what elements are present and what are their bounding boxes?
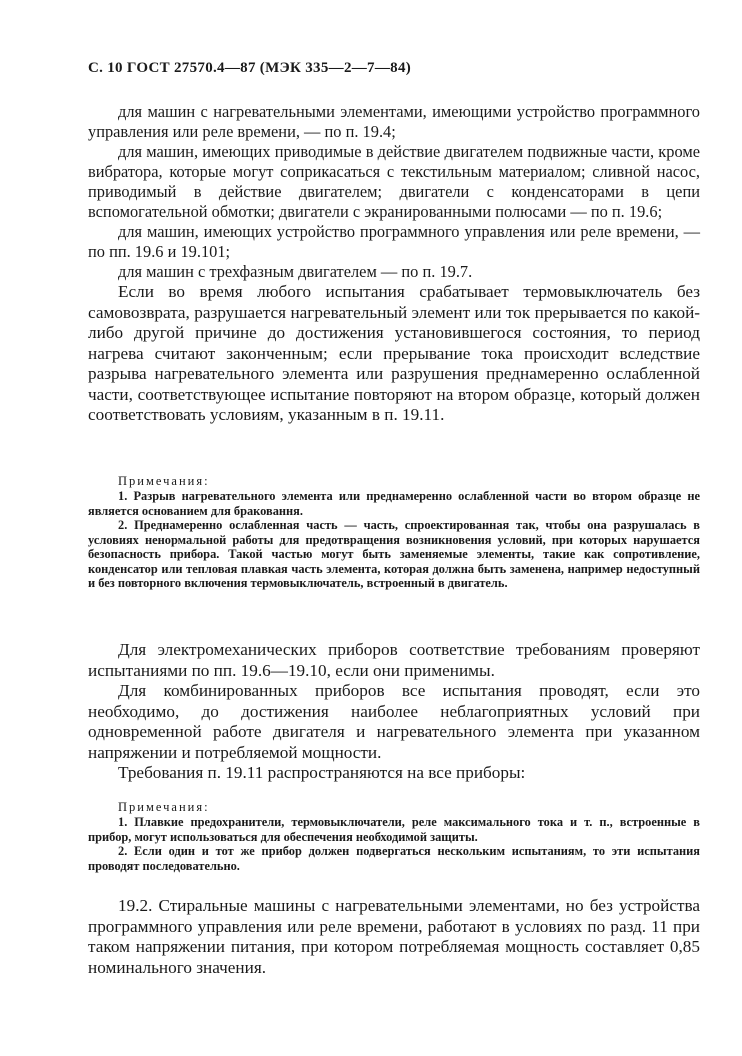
paragraph: для машин с трехфазным двигателем — по п. 19.7. — [118, 262, 473, 281]
section-19-2 — [88, 896, 700, 978]
notes-heading: Примечания: — [118, 474, 210, 488]
note-item: 2. Если один и тот же прибор должен подвергаться нескольким испытаниям, то эти испытания проводят последовательно. — [88, 844, 700, 873]
page-header: С. 10 ГОСТ 27570.4—87 (МЭК 335—2—7—84) — [88, 60, 412, 76]
paragraph: Если во время любого испытания срабатывает термовыключатель без самовозврата, разрушается нагревательный элемент или ток прерывается по какой-либо другой причине до достижения установившегося состояния, то период нагрева считают законченным; если прерывание тока происходит вследствие разрыва нагревательного элемента или разрушения преднамеренно ослабленной части, соответствующее испытание повторяют на втором образце, который должен соответствовать условиям, указанным в п. 19.11. — [88, 282, 700, 424]
notes-heading: Примечания: — [118, 800, 210, 814]
paragraph: 19.2. Стиральные машины с нагревательными элементами, но без устройства программного управления или реле времени, работают в условиях по разд. 11 при таком напряжении питания, при котором потребляемая мощность составляет 0,85 номинального значения. — [88, 896, 700, 977]
paragraph: для машин, имеющих устройство программного управления или реле времени, — по пп. 19.6 и 19.101; — [88, 222, 700, 261]
section-electromechanical — [88, 640, 700, 784]
paragraph: для машин с нагревательными элементами, имеющими устройство программного управления или реле времени, — по п. 19.4; — [88, 102, 700, 141]
paragraph: для машин, имеющих приводимые в действие двигателем подвижные части, кроме вибратора, которые могут соприкасаться с текстильным материалом; сливной насос, приводимый в действие двигателем; двигатели с конденсаторами в цепи вспомогательной обмотки; двигатели с экранированными полюсами — по п. 19.6; — [88, 142, 700, 221]
paragraph: Для электромеханических приборов соответствие требованиям проверяют испытаниями по пп. 19.6—19.10, если они применимы. — [88, 640, 700, 680]
paragraph: Для комбинированных приборов все испытания проводят, если это необходимо, до достижения наиболее неблагоприятных условий при одновременной работе двигателя и нагревательного элемента при указанном напряжении и потребляемой мощности. — [88, 681, 700, 762]
note-item: 1. Разрыв нагревательного элемента или преднамеренно ослабленной части во втором образце не является основанием для браковання. — [88, 489, 700, 518]
section-test-conditions — [88, 102, 700, 426]
note-item: 2. Преднамеренно ослабленная часть — часть, спроектированная так, чтобы она разрушалась в условиях ненормальной работы для предотвращения возникновения условий, при которых нарушается безопасность прибора. Такой частью могут быть заменяемые элементы, такие как сопротивление, конденсатор или тепловая плавкая часть элемента, которая должна быть заменена, например недоступный и без повторного включения термовыключатель, встроенный в двигатель. — [88, 518, 700, 590]
notes-block-1 — [88, 474, 700, 591]
note-item: 1. Плавкие предохранители, термовыключатели, реле максимального тока и т. п., встроенные в прибор, могут использоваться для обеспечения необходимой защиты. — [88, 815, 700, 844]
notes-block-2 — [88, 800, 700, 873]
paragraph: Требования п. 19.11 распространяются на все приборы: — [118, 763, 526, 782]
